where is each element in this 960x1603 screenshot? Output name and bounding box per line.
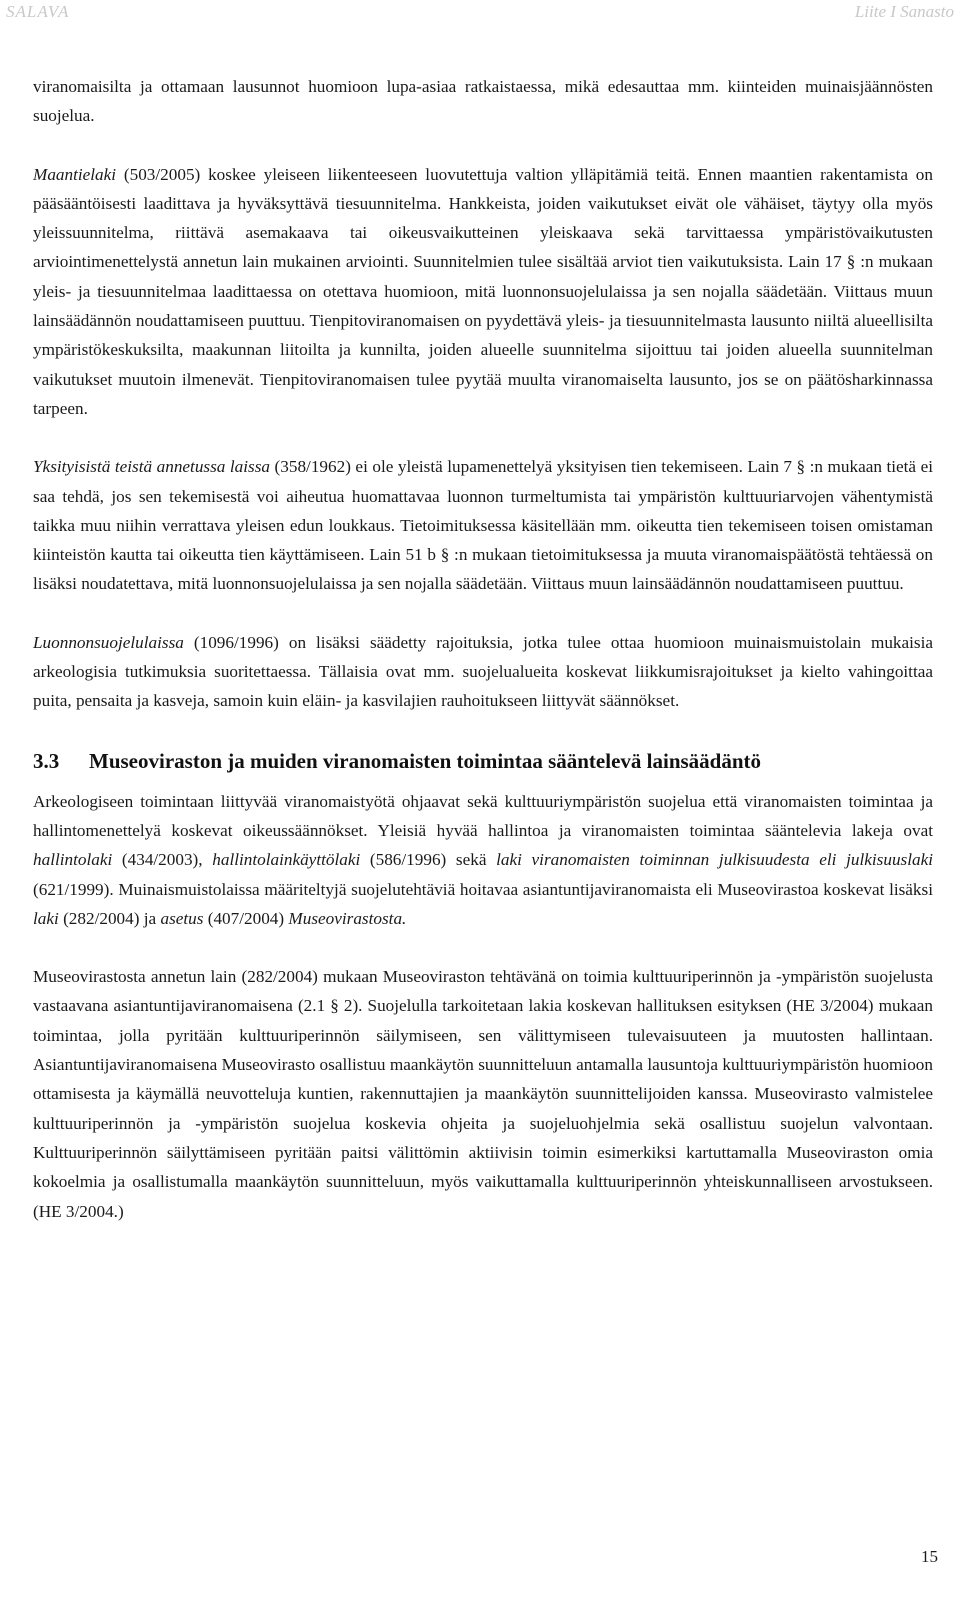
law-name-italic: hallintolaki: [33, 850, 113, 870]
header-right-text: Liite I Sanasto: [854, 2, 954, 21]
paragraph-text: (586/1996) sekä: [360, 850, 497, 870]
law-name-italic: hallintolainkäyttölaki: [212, 850, 361, 870]
paragraph-text: (282/2004) ja: [58, 908, 161, 928]
paragraph-text: (407/2004): [203, 908, 289, 928]
header-left-text: SALAVA: [6, 2, 70, 21]
paragraph-1: [33, 72, 933, 131]
paragraph-yksityiset-tiet: [33, 452, 933, 598]
paragraph-text: (434/2003),: [112, 850, 213, 870]
paragraph-maantielaki: [33, 160, 933, 424]
law-name-italic: Museovirastosta.: [288, 908, 407, 928]
running-header: [0, 0, 960, 26]
paragraph-text: (621/1999). Muinaismuistolaissa määriteltyjä suojelutehtäviä hoitavaa asiantuntijaviranomaista eli Museovirastoa koskevat lisäksi: [33, 879, 933, 899]
paragraph-text: (1096/1996) on lisäksi säädetty rajoituksia, jotka tulee ottaa huomioon muinaismuistolain mukaisia arkeologisia tutkimuksia suoritettaessa. Tällaisia ovat mm. suojelualueita koskevat liikkumisrajoitukset ja kielto vahingoittaa puita, pensaita ja kasveja, samoin kuin eläin- ja kasvilajien rauhoitukseen liittyvät säännökset.: [33, 632, 933, 711]
section-heading: [33, 747, 933, 776]
law-name-italic: Luonnonsuojelulaissa: [33, 632, 184, 652]
paragraph-hallinto: [33, 787, 933, 933]
section-title: Museoviraston ja muiden viranomaisten toimintaa sääntelevä lainsäädäntö: [89, 748, 762, 773]
section-number: 3.3: [33, 748, 60, 773]
law-name-italic: laki: [33, 908, 59, 928]
page-number: 15: [921, 1547, 938, 1566]
paragraph-1-text: viranomaisilta ja ottamaan lausunnot huomioon lupa-asiaa ratkaistaessa, mikä edesauttaa mm. kiinteiden muinaisjäännösten suojelua.: [33, 77, 933, 126]
paragraph-text: Arkeologiseen toimintaan liittyvää viranomaistyötä ohjaavat sekä kulttuuriympäristön suojelua että viranomaisten toimintaa ja hallintomenettelyä koskevat oikeussäännökset. Yleisiä hyvää hallintoa ja viranomaisten toimintaa sääntelevia lakeja ovat: [33, 791, 933, 840]
paragraph-text: Museovirastosta annetun lain (282/2004) mukaan Museoviraston tehtävänä on toimia kulttuuriperinnön ja -ympäristön suojelusta vastaavana asiantuntijaviranomaisena (2.1 § 2). Suojelulla tarkoitetaan lakia koskevan hallituksen esityksen (HE 3/2004) mukaan toimintaa, jolla pyritään kulttuuriperinnön säilymiseen, sen välittymiseen tulevaisuuteen ja muutosten hallintaan. Asiantuntijaviranomaisena Museovirasto osallistuu maankäytön suunnitteluun antamalla lausuntoja kulttuuriympäristön huomioon ottamisesta ja käymällä neuvotteluja kuntien, rakennuttajien ja maankäytön suunnittelijoiden kanssa. Museovirasto valmistelee kulttuuriperinnön ja -ympäristön suojelua koskevia ohjeita ja suojeluohjelmia sekä osallistuu suojelun valvontaan. Kulttuuriperinnön säilyttämiseen pyritään paitsi välittömin aktiivisin toimin esimerkiksi kartuttamalla Museoviraston omia kokoelmia ja osallistumalla maankäytön suunnitteluun, myös vaikuttamalla kulttuuriperinnön yhteiskunnalliseen arvostukseen. (HE 3/2004.): [33, 967, 933, 1221]
law-name-italic: Maantielaki: [33, 164, 117, 184]
paragraph-text: (503/2005) koskee yleiseen liikenteeseen luovutettuja valtion ylläpitämiä teitä. Ennen maantien rakentamista on pääsääntöisesti laadittava ja hyväksyttävä tiesuunnitelma. Hankkeista, joiden vaikutukset eivät ole vähäiset, täytyy olla myös yleissuunnitelma, riittävä asemakaava tai oikeusvaikutteinen yleiskaava sekä tarvittaessa ympäristövaikutusten arviointimenettelystä annetun lain mukainen arviointi. Suunnitelmien tulee sisältää arviot tien vaikutuksista. Lain 17 § :n mukaan yleis- ja tiesuunnitelmaa laadittaessa on otettava huomioon, mitä luonnonsuojelulaissa ja sen nojalla säädetään. Viittaus muun lainsäädännön noudattamiseen puuttuu. Tienpitoviranomaisen on pyydettävä yleis- ja tiesuunnitelmasta lausunto niiltä alueellisilta ympäristökeskuksilta, maakunnan liitoilta ja kunnilta, joiden alueelle suunnitelma sijoittuu tai joiden alueella suunnitelman vaikutukset muutoin ilmenevät. Tienpitoviranomaisen tulee pyytää muulta viranomaiselta lausunto, jos se on päätösharkinnassa tarpeen.: [33, 164, 933, 418]
law-name-italic: Yksityisistä teistä annetussa laissa: [33, 457, 271, 477]
law-name-italic: laki viranomaisten toiminnan julkisuudesta eli julkisuuslaki: [496, 850, 933, 870]
law-name-italic: asetus: [160, 908, 204, 928]
document-body: [33, 72, 933, 1226]
paragraph-luonnonsuojelulaki: [33, 628, 933, 716]
paragraph-museovirasto: [33, 962, 933, 1226]
paragraph-text: (358/1962) ei ole yleistä lupamenettelyä yksityisen tien tekemiseen. Lain 7 § :n mukaan tietä ei saa tehdä, jos sen tekemisestä voi aiheutua huomattavaa luonnon turmeltumista tai ympäristön kulttuuriarvojen vähentymistä taikka muu niihin verrattava yleisen edun loukkaus. Tietoimituksessa käsitellään mm. oikeutta tien tekemiseen toisen omistaman kiinteistön kautta tai oikeutta tien käyttämiseen. Lain 51 b § :n mukaan tietoimituksessa ja muuta viranomaispäätöstä tehtäessä on lisäksi noudatettava, mitä luonnonsuojelulaissa ja sen nojalla säädetään. Viittaus muun lainsäädännön noudattamiseen puuttuu.: [33, 457, 933, 594]
